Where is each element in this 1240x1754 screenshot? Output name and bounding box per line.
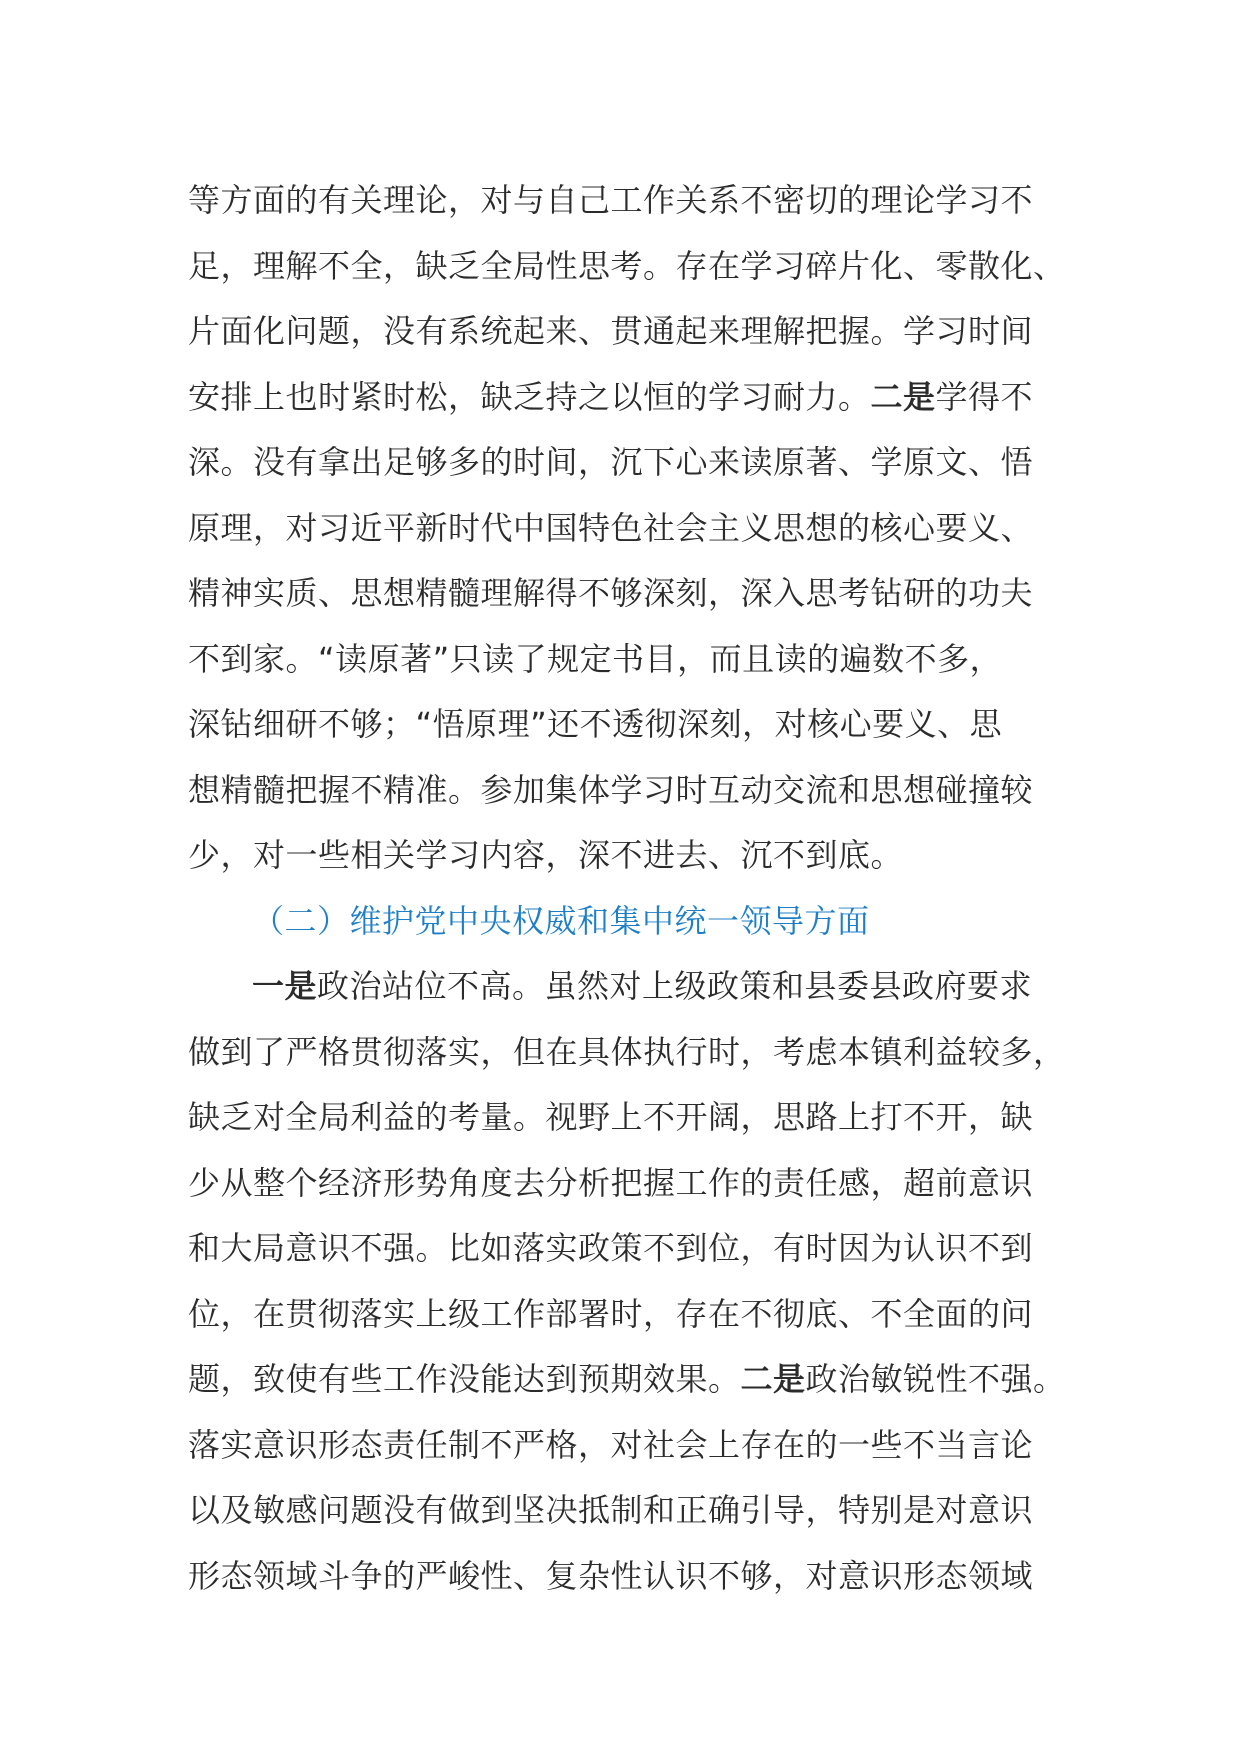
text-line: 缺乏对全局利益的考量。视野上不开阔，思路上打不开，缺 <box>188 1098 1034 1136</box>
text-line <box>188 365 1068 431</box>
text-line: 做到了严格贯彻落实，但在具体执行时，考虑本镇利益较多， <box>188 1032 1066 1071</box>
emphasis-label: 二是 <box>740 1360 806 1398</box>
text-line: 原理，对习近平新时代中国特色社会主义思想的核心要义、 <box>188 508 1034 547</box>
text-line: 等方面的有关理论，对与自己工作关系不密切的理论学习不 <box>188 181 1034 219</box>
text-line: 落实意识形态责任制不严格，对社会上存在的一些不当言论 <box>188 1425 1034 1464</box>
text-line: 少从整个经济形势角度去分析把握工作的责任感，超前意识 <box>188 1163 1034 1202</box>
body-text <box>188 168 1068 1609</box>
text-line: 和大局意识不强。比如落实政策不到位，有时因为认识不到 <box>188 1229 1034 1267</box>
text-run: 政治站位不高。虽然对上级政策和县委县政府要求 <box>317 967 1033 1005</box>
emphasis-label: 二是 <box>870 377 936 416</box>
text-line: 位，在贯彻落实上级工作部署时，存在不彻底、不全面的问 <box>188 1294 1034 1333</box>
text-line: 片面化问题，没有系统起来、贯通起来理解把握。学习时间 <box>188 312 1034 350</box>
text-run: 安排上也时紧时松，缺乏持之以恒的学习耐力。 <box>188 377 871 416</box>
text-line: 少，对一些相关学习内容，深不进去、沉不到底。 <box>188 836 904 874</box>
text-line: 以及敏感问题没有做到坚决抵制和正确引导，特别是对意识 <box>188 1491 1034 1529</box>
text-run: 政治敏锐性不强。 <box>805 1360 1066 1398</box>
text-line: 深钻细研不够；“悟原理”还不透彻深刻，对核心要义、思 <box>188 705 1003 743</box>
text-line: 精神实质、思想精髓理解得不够深刻，深入思考钻研的功夫 <box>188 574 1034 612</box>
text-line: 不到家。“读原著”只读了规定书目，而且读的遍数不多， <box>188 639 1003 678</box>
text-line <box>188 954 1068 1020</box>
text-line: 深。没有拿出足够多的时间，沉下心来读原著、学原文、悟 <box>188 443 1034 481</box>
section-heading: （二）维护党中央权威和集中统一领导方面 <box>252 901 870 940</box>
emphasis-label: 一是 <box>252 967 318 1005</box>
text-run: 学得不 <box>935 377 1034 416</box>
text-line: 足，理解不全，缺乏全局性思考。存在学习碎片化、零散化、 <box>188 246 1066 285</box>
text-run: 题，致使有些工作没能达到预期效果。 <box>188 1360 741 1398</box>
text-line: 形态领域斗争的严峻性、复杂性认识不够，对意识形态领域 <box>188 1556 1034 1595</box>
text-line <box>188 1347 1068 1413</box>
text-line: 想精髓把握不精准。参加集体学习时互动交流和思想碰撞较 <box>188 770 1034 809</box>
